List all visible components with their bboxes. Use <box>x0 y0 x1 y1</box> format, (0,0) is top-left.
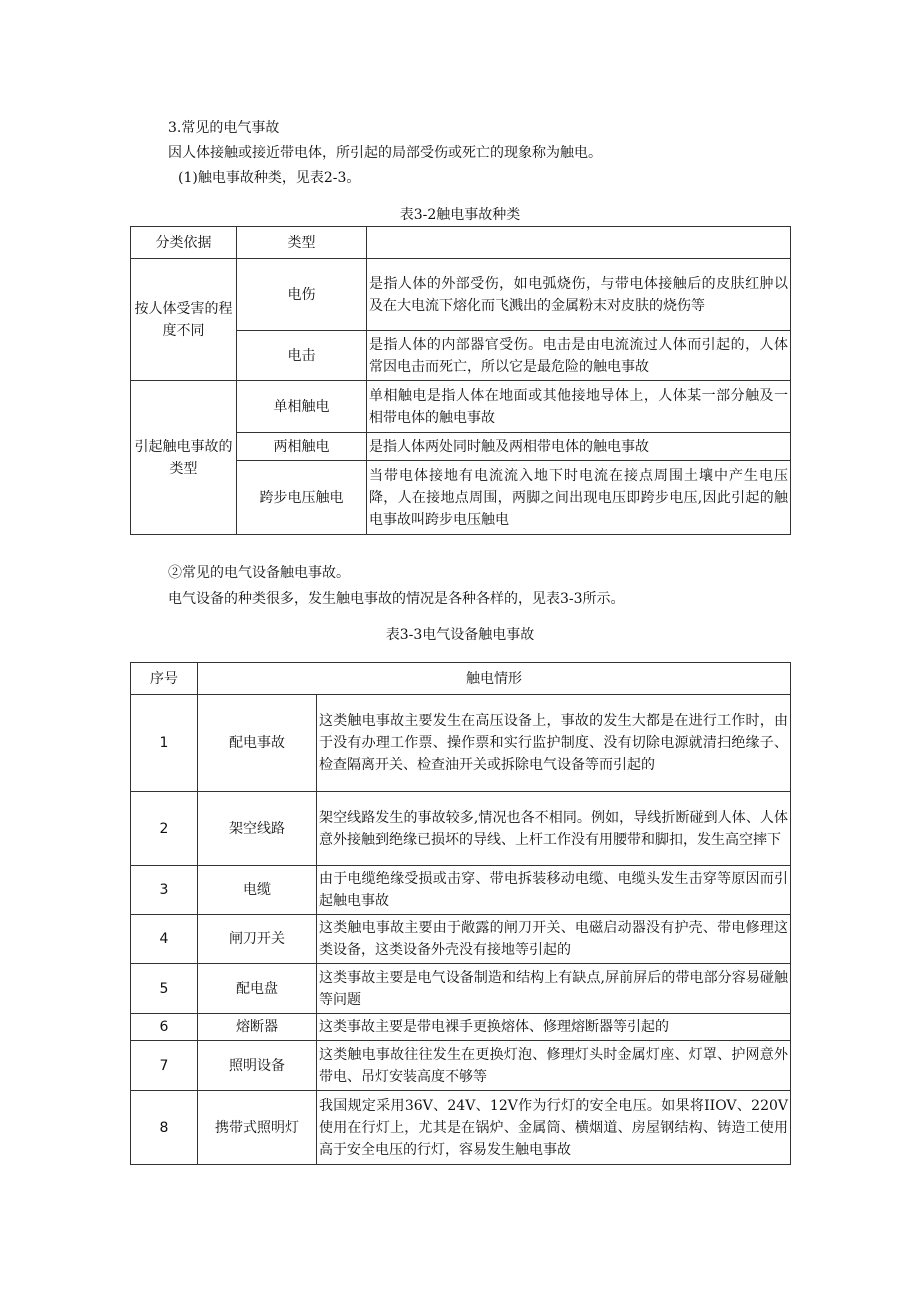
table2-name-cell: 架空线路 <box>198 792 317 866</box>
table2-no-cell: 3 <box>131 866 198 915</box>
section-heading: 3.常见的电气事故 <box>168 120 280 136</box>
table1-desc-cell: 是指人体的外部受伤，如电弧烧伤，与带电体接触后的皮肤红肿以及在大电流下熔化而飞溅出的金属粉末对皮肤的烧伤等 <box>367 259 791 331</box>
table2-name-cell: 熔断器 <box>198 1014 317 1041</box>
table2-desc-cell: 架空线路发生的事故较多,情况也各不相同。例如，导线折断碰到人体、人体意外接触到绝缘已损坏的导线、上杆工作没有用腰带和脚扣，发生高空摔下 <box>317 792 791 866</box>
table2-desc-cell: 我国规定采用36V、24V、12V作为行灯的安全电压。如果将IIOV、220V使用在行灯上，尤其是在锅炉、金属筒、横烟道、房屋钢结构、铸造工使用高于安全电压的行灯，容易发生触电事故 <box>317 1091 791 1165</box>
table1-desc-cell: 是指人体两处同时触及两相带电体的触电事故 <box>367 433 791 461</box>
table1-type-cell: 跨步电压触电 <box>237 461 367 535</box>
table2-caption: 表3-3电气设备触电事故 <box>385 627 535 643</box>
table-row <box>131 259 791 331</box>
table1-desc-cell: 当带电体接地有电流流入地下时电流在接点周围土壤中产生电压降，人在接地点周围，两脚之间出现电压即跨步电压,因此引起的触电事故叫跨步电压触电 <box>367 461 791 535</box>
table1-desc-cell: 是指人体的内部器官受伤。电击是由电流流过人体而引起的，人体常因电击而死亡，所以它是最危险的触电事故 <box>367 331 791 381</box>
table1-basis-cell: 按人体受害的程度不同 <box>131 259 237 381</box>
table-row <box>131 792 791 866</box>
table2-header-situation: 触电情形 <box>198 663 791 695</box>
item2-paragraph: ②常见的电气设备触电事故。 <box>168 565 350 581</box>
table2-desc-cell: 这类触电事故主要由于敞露的闸刀开关、电磁启动器没有护壳、带电修理这类设备，这类设备外壳没有接地等引起的 <box>317 915 791 964</box>
table1-header-row <box>131 227 791 259</box>
table2-no-cell: 5 <box>131 964 198 1014</box>
table2-name-cell: 电缆 <box>198 866 317 915</box>
table1-basis-cell: 引起触电事故的类型 <box>131 381 237 535</box>
table2-desc-cell: 这类事故主要是电气设备制造和结构上有缺点,屏前屏后的带电部分容易碰触等问题 <box>317 964 791 1014</box>
table1-desc-cell: 单相触电是指人体在地面或其他接地导体上，人体某一部分触及一相带电体的触电事故 <box>367 381 791 433</box>
table-row <box>131 695 791 792</box>
table-row <box>131 964 791 1014</box>
table-row <box>131 915 791 964</box>
table-equipment-accidents <box>130 662 791 1165</box>
table1-header-basis: 分类依据 <box>131 227 237 259</box>
table2-name-cell: 闸刀开关 <box>198 915 317 964</box>
table2-no-cell: 1 <box>131 695 198 792</box>
table1-header-type: 类型 <box>237 227 367 259</box>
item2-desc-paragraph: 电气设备的种类很多，发生触电事故的情况是各种各样的，见表3-3所示。 <box>168 591 625 607</box>
table2-no-cell: 2 <box>131 792 198 866</box>
table2-name-cell: 配电事故 <box>198 695 317 792</box>
table-row <box>131 381 791 433</box>
table1-type-cell: 电伤 <box>237 259 367 331</box>
table1-type-cell: 两相触电 <box>237 433 367 461</box>
table-row <box>131 1041 791 1091</box>
table2-desc-cell: 这类触电事故往往发生在更换灯泡、修理灯头时金属灯座、灯罩、护网意外带电、吊灯安装高度不够等 <box>317 1041 791 1091</box>
table2-no-cell: 8 <box>131 1091 198 1165</box>
table-row <box>131 866 791 915</box>
table1-header-desc <box>367 227 791 259</box>
table2-desc-cell: 这类触电事故主要发生在高压设备上，事故的发生大都是在进行工作时，由于没有办理工作票、操作票和实行监护制度、没有切除电源就清扫绝缘子、检查隔离开关、检查油开关或拆除电气设备等而引起的 <box>317 695 791 792</box>
table2-name-cell: 配电盘 <box>198 964 317 1014</box>
table1-caption: 表3-2触电事故种类 <box>399 207 521 223</box>
table2-no-cell: 6 <box>131 1014 198 1041</box>
table-shock-types <box>130 226 791 535</box>
table-row <box>131 1091 791 1165</box>
table2-header-row <box>131 663 791 695</box>
table2-desc-cell: 这类事故主要是带电裸手更换熔体、修理熔断器等引起的 <box>317 1014 791 1041</box>
table1-type-cell: 单相触电 <box>237 381 367 433</box>
table2-header-no: 序号 <box>131 663 198 695</box>
item1-paragraph: (1)触电事故种类，见表2-3。 <box>178 170 361 186</box>
table2-name-cell: 携带式照明灯 <box>198 1091 317 1165</box>
definition-paragraph: 因人体接触或接近带电体，所引起的局部受伤或死亡的现象称为触电。 <box>168 145 602 161</box>
table2-no-cell: 7 <box>131 1041 198 1091</box>
table2-desc-cell: 由于电缆绝缘受损或击穿、带电拆装移动电缆、电缆头发生击穿等原因而引起触电事故 <box>317 866 791 915</box>
table1-type-cell: 电击 <box>237 331 367 381</box>
table-row <box>131 1014 791 1041</box>
table2-name-cell: 照明设备 <box>198 1041 317 1091</box>
table2-no-cell: 4 <box>131 915 198 964</box>
